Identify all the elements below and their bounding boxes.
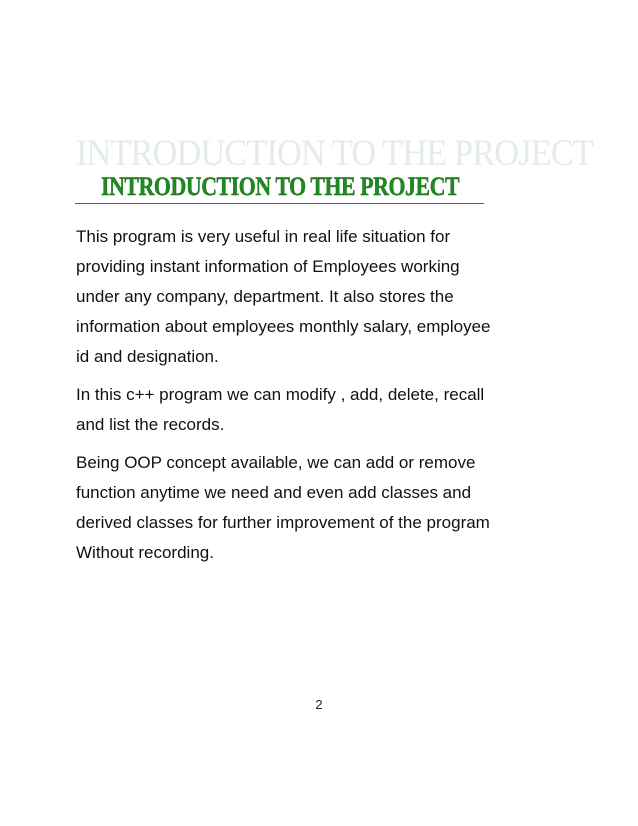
text-line: function anytime we need and even add classes and: [76, 483, 472, 502]
heading-watermark: INTRODUCTION TO THE PROJECT: [76, 133, 593, 174]
text-line: In this c++ program we can modify , add, delete, recall: [76, 385, 485, 404]
body-text: [76, 222, 566, 576]
text-line: derived classes for further improvement of the program: [76, 513, 490, 532]
paragraph-oop: [76, 448, 566, 568]
text-line: under any company, department. It also stores the: [76, 287, 454, 306]
heading-underline-divider: [75, 203, 484, 204]
text-line: This program is very useful in real life situation for: [76, 227, 451, 246]
text-line: providing instant information of Employees working: [76, 257, 460, 276]
paragraph-features: [76, 380, 566, 440]
text-line: and list the records.: [76, 415, 225, 434]
page-title: INTRODUCTION TO THE PROJECT: [101, 172, 460, 201]
paragraph-intro: [76, 222, 566, 372]
page-number: 2: [315, 697, 323, 712]
text-line: Being OOP concept available, we can add or remove: [76, 453, 476, 472]
text-line: Without recording.: [76, 543, 214, 562]
text-line: id and designation.: [76, 347, 219, 366]
text-line: information about employees monthly salary, employee: [76, 317, 491, 336]
